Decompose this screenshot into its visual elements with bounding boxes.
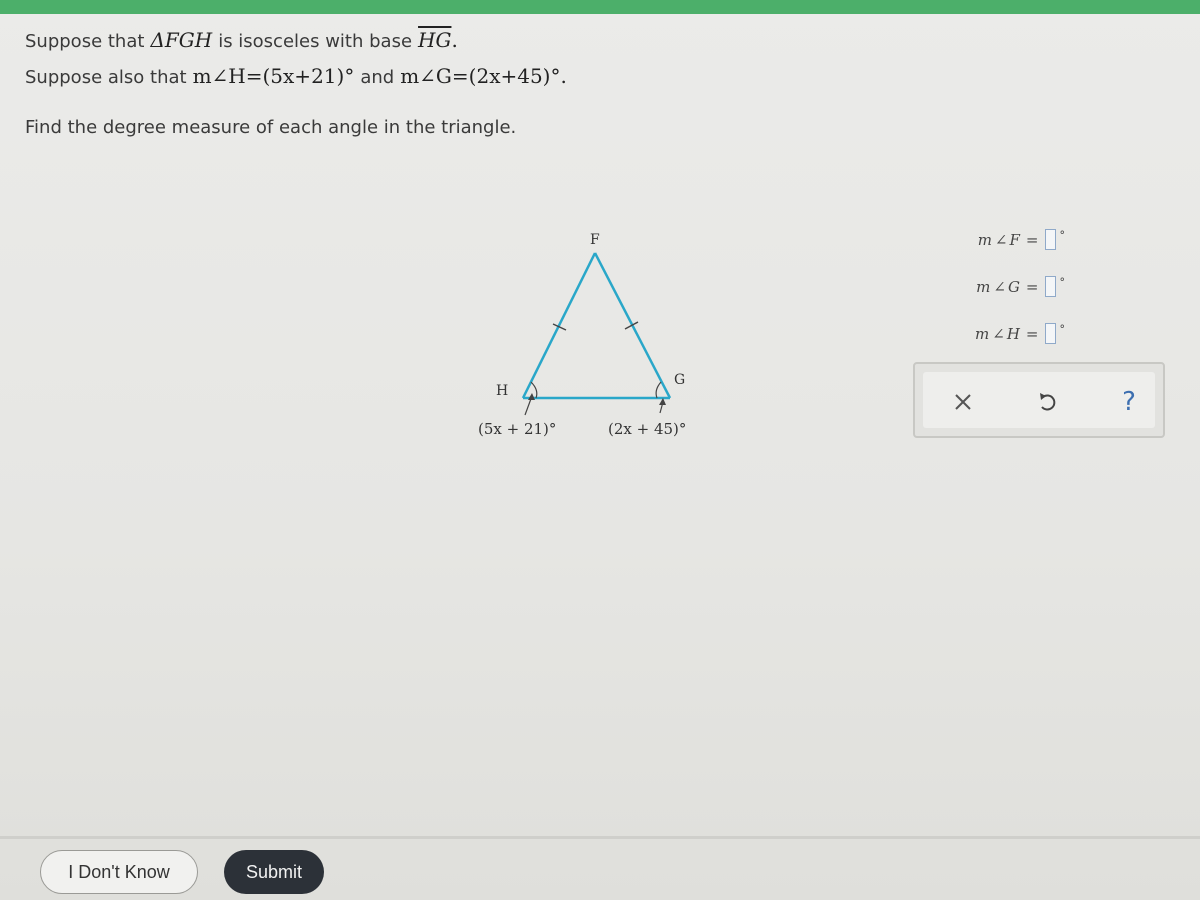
answer-input-G[interactable] [1045, 276, 1056, 297]
angle-symbol: ∠ [993, 277, 1006, 296]
angle-label-G: (2x + 45)° [608, 420, 687, 438]
answer-input-F[interactable] [1045, 229, 1056, 250]
top-accent-bar [0, 0, 1200, 14]
base-segment: $\overline{HG}$. [418, 28, 458, 52]
side-FH [523, 253, 595, 398]
answer-toolbar [913, 362, 1165, 438]
question-line-1 [25, 30, 925, 66]
submit-button[interactable]: Submit [224, 850, 324, 894]
triangle-figure [460, 220, 760, 450]
dont-know-button[interactable]: I Don't Know [40, 850, 198, 894]
angle-symbol: ∠ [994, 230, 1008, 249]
angle-symbol: ∠ [992, 324, 1005, 343]
question-line2-text: Suppose also that [25, 67, 187, 88]
clear-button[interactable] [943, 382, 983, 422]
angle-H-expression: m∠H=(5x+21)° [192, 64, 355, 88]
vertex-label-G: G [674, 372, 686, 388]
footer-divider [0, 836, 1200, 839]
question-line1-text: Suppose that [25, 31, 145, 52]
question-line-2 [25, 66, 925, 102]
vertex-label-F: F [590, 232, 600, 248]
answer-input-H[interactable] [1045, 323, 1056, 344]
answer-row-H: m ∠ H = ° [975, 323, 1065, 343]
triangle-diagram [460, 220, 760, 450]
question-line1-mid: is isosceles with base [218, 31, 413, 52]
vertex-label-H: H [496, 383, 509, 399]
undo-button[interactable] [1027, 382, 1067, 422]
angle-G-expression: m∠G=(2x+45)°. [400, 64, 567, 88]
triangle-name: ΔFGH [150, 28, 213, 52]
question-text [25, 30, 925, 102]
close-icon [952, 391, 974, 413]
answer-panel [905, 228, 1065, 369]
help-button[interactable]: ? [1122, 387, 1136, 417]
pointer-arrowhead-H [528, 393, 535, 400]
angle-label-H: (5x + 21)° [478, 420, 557, 438]
undo-icon [1035, 390, 1059, 414]
question-line2-and: and [360, 67, 395, 88]
answer-row-F: m ∠ F = ° [977, 229, 1065, 249]
answer-row-G: m ∠ G = ° [976, 276, 1065, 296]
instruction-text: Find the degree measure of each angle in the triangle. [25, 117, 517, 138]
angle-arc-G [656, 382, 661, 398]
answer-toolbar-inner [923, 372, 1155, 428]
